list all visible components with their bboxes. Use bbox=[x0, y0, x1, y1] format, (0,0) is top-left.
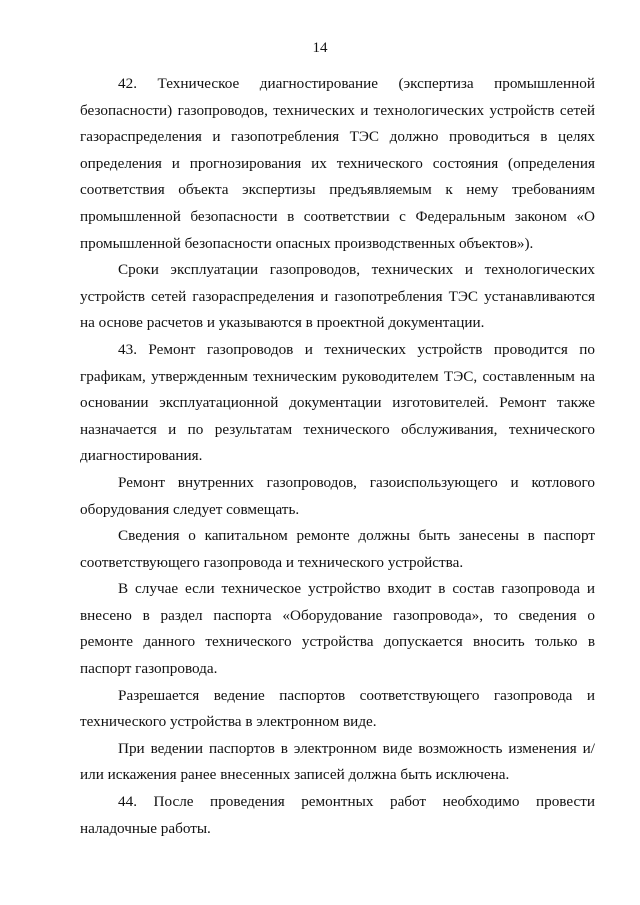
paragraph-electronic-passports: Разрешается ведение паспортов соответствующего газопровода и технического устройства в электронном виде. bbox=[80, 686, 595, 731]
paragraph-records-integrity: При ведении паспортов в электронном виде возможность изменения и/или искажения ранее внесенных записей должна быть исключена. bbox=[80, 739, 595, 784]
page-number: 14 bbox=[312, 40, 328, 56]
paragraph-item-42: 42. Техническое диагностирование (экспертиза промышленной безопасности) газопроводов, технических и технологических устройств сетей газораспределения и газопотребления ТЭС должно проводиться в целях определения и прогнозирования их технического состояния (определения соответствия объекта экспертизы предъявляемым к нему требованиям промышленной безопасности в соответствии с Федеральным законом «О промышленной безопасности опасных производственных объектов»). bbox=[80, 75, 595, 252]
paragraph-service-life: Сроки эксплуатации газопроводов, технических и технологических устройств сетей газораспределения и газопотребления ТЭС устанавливаются на основе расчетов и указываются в проектной документации. bbox=[80, 261, 595, 332]
paragraph-item-43: 43. Ремонт газопроводов и технических устройств проводится по графикам, утвержденным техническим руководителем ТЭС, составленным на основании эксплуатационной документации изготовителей. Ремонт также назначается и по результатам технического обслуживания, технического диагностирования. bbox=[80, 340, 595, 465]
paragraph-repair-combine: Ремонт внутренних газопроводов, газоиспользующего и котлового оборудования следует совмещать. bbox=[80, 473, 595, 518]
paragraph-item-44: 44. После проведения ремонтных работ необходимо провести наладочные работы. bbox=[80, 793, 595, 837]
paragraph-capital-repair: Сведения о капитальном ремонте должны быть занесены в паспорт соответствующего газопровода и технического устройства. bbox=[80, 527, 595, 571]
document-body bbox=[80, 71, 595, 842]
paragraph-device-in-pipeline: В случае если техническое устройство входит в состав газопровода и внесено в раздел паспорта «Оборудование газопровода», то сведения о ремонте данного технического устройства допускается вносить только в паспорт газопровода. bbox=[80, 580, 595, 678]
